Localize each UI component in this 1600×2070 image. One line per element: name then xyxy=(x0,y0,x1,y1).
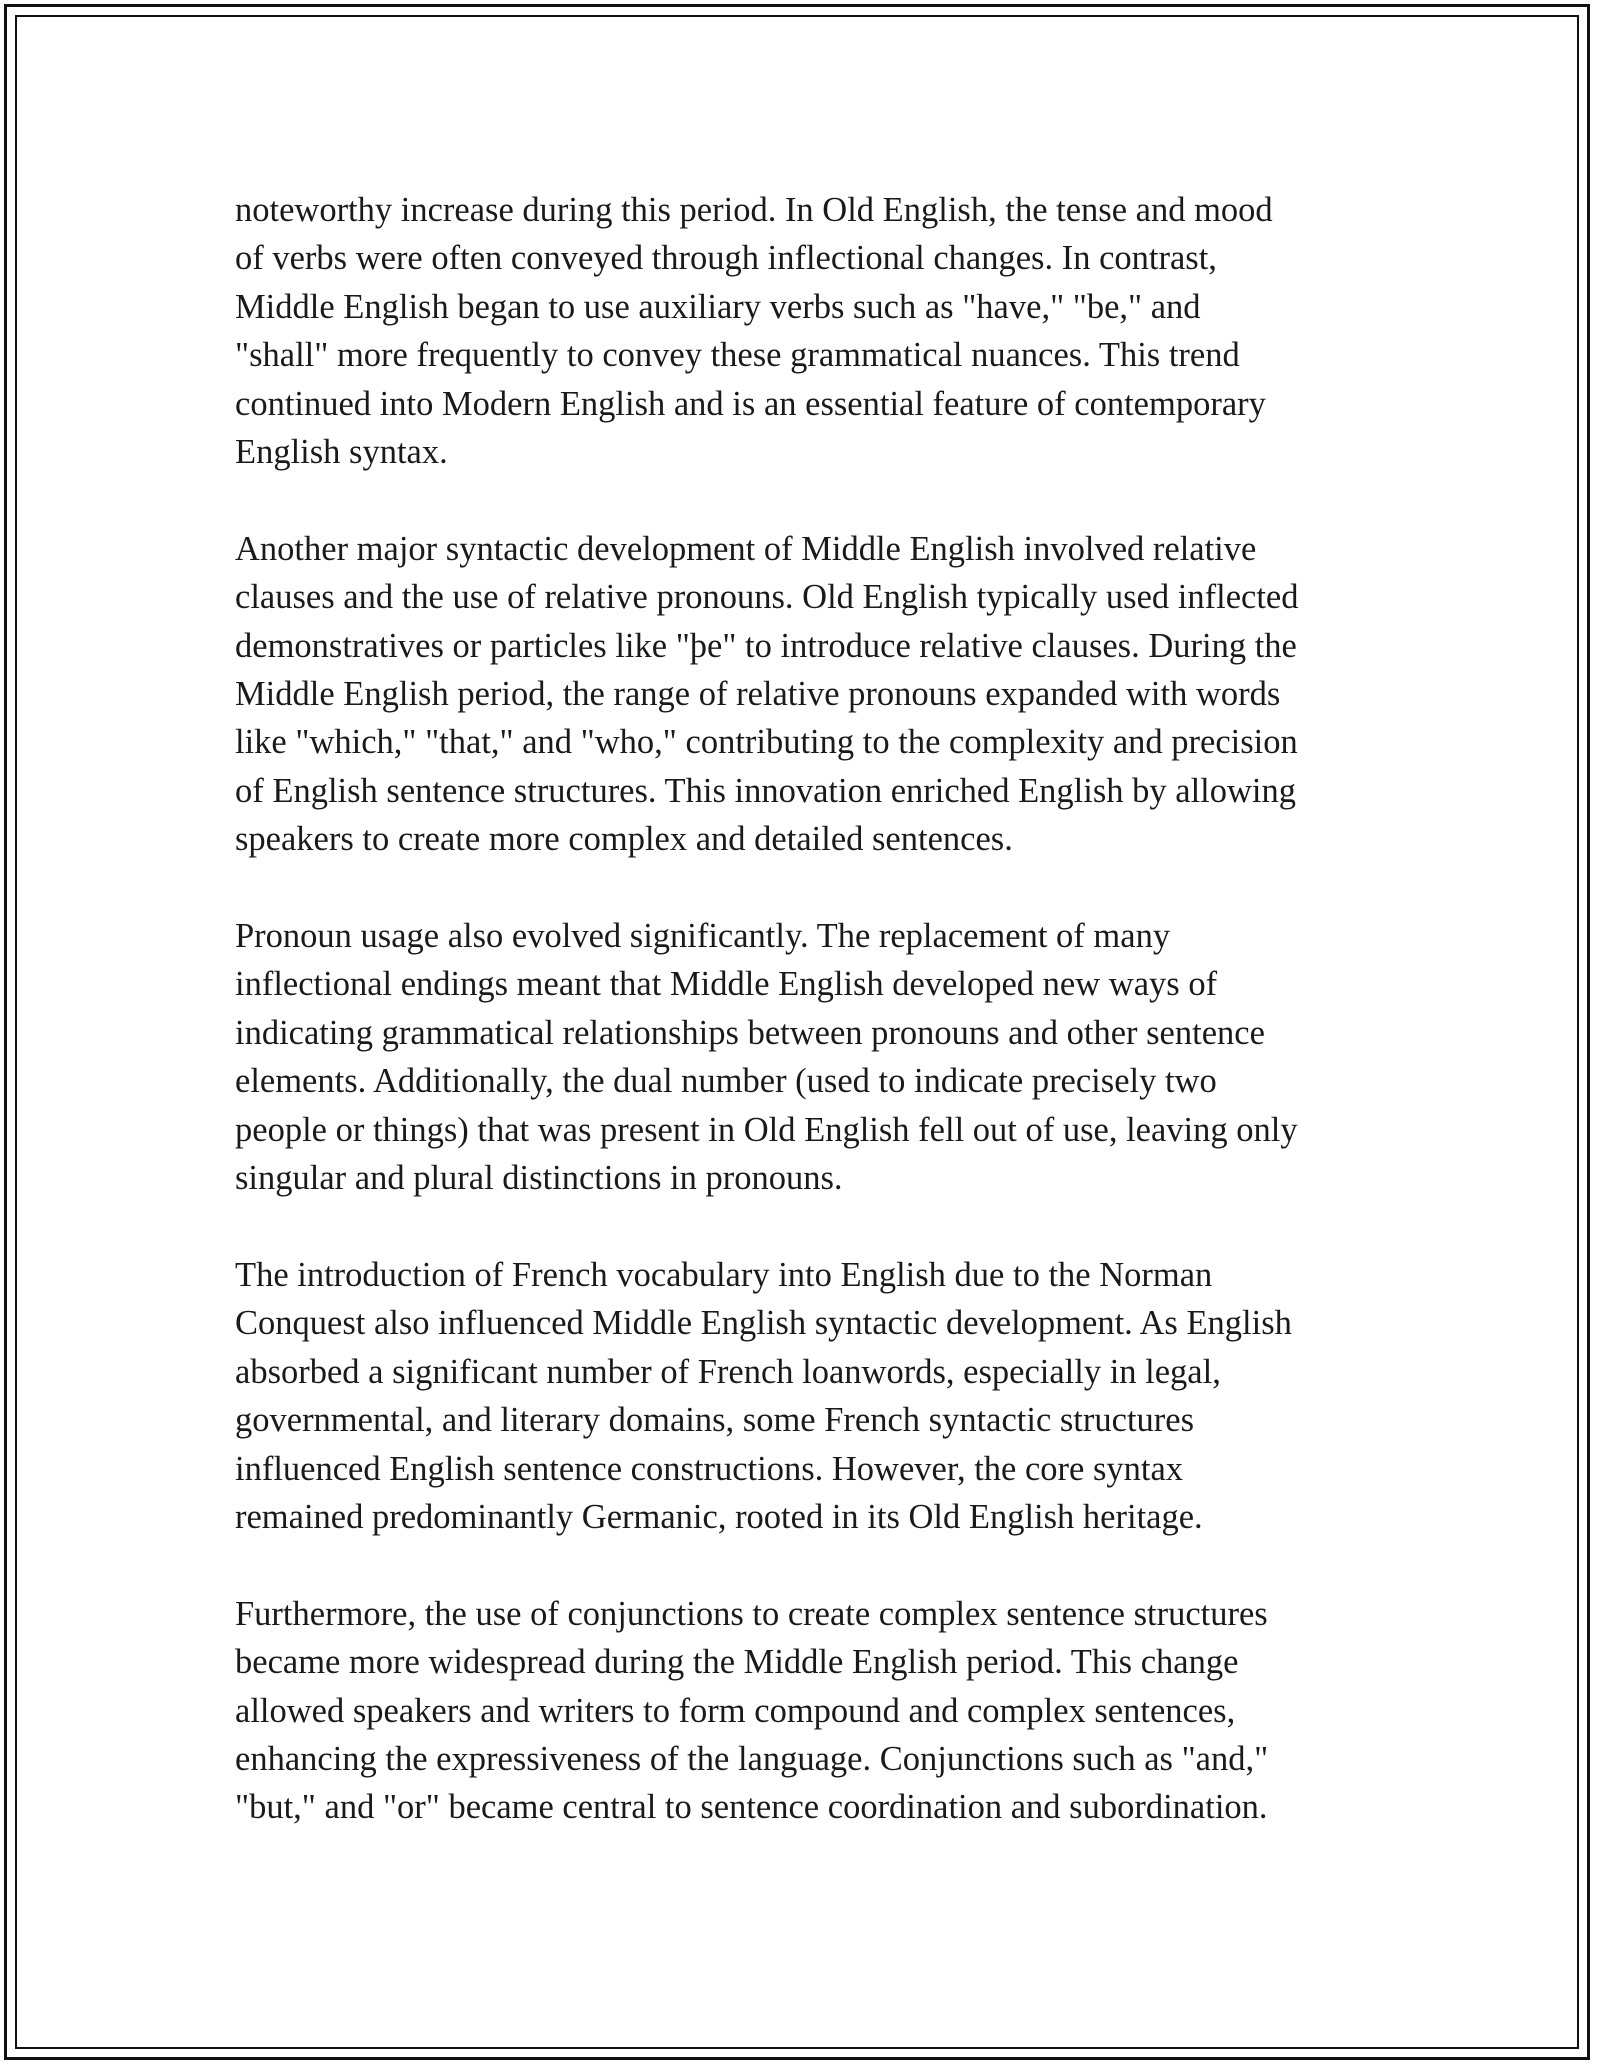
paragraph-pronouns: Pronoun usage also evolved significantly. The replacement of many inflectional endings meant that Middle English developed new ways of indicating grammatical relationships between pronouns and other sentence elements. Additionally, the dual number (used to indicate precisely two people or things) that was present in Old English fell out of use, leaving only singular and plural distinctions in pronouns. xyxy=(235,917,1298,1198)
paragraph-relative-clauses: Another major syntactic development of Middle English involved relative clauses and the use of relative pronouns. Old English typically used inflected demonstratives or particles like "þe" to introduce relative clauses. During the Middle English period, the range of relative pronouns expanded with words like "which," "that," and "who," contributing to the complexity and precision of English sentence structures. This innovation enriched English by allowing speakers to create more complex and detailed sentences. xyxy=(235,529,1299,859)
paragraph-conjunctions: Furthermore, the use of conjunctions to create complex sentence structures became more widespread during the Middle English period. This change allowed speakers and writers to form compound and complex sentences, enhancing the expressiveness of the language. Conjunctions such as "and," "but," and "or" became central to sentence coordination and subordination. xyxy=(235,1594,1269,1827)
document-body xyxy=(235,186,1375,1832)
paragraph-verbs: noteworthy increase during this period. In Old English, the tense and mood of verbs were often conveyed through inflectional changes. In contrast, Middle English began to use auxiliary verbs such as "have," "be," and "shall" more frequently to convey these grammatical nuances. This trend continued into Modern English and is an essential feature of contemporary English syntax. xyxy=(235,191,1273,472)
paragraph-french-influence: The introduction of French vocabulary into English due to the Norman Conquest also influenced Middle English syntactic development. As English absorbed a significant number of French loanwords, especially in legal, governmental, and literary domains, some French syntactic structures influenced English sentence constructions. However, the core syntax remained predominantly Germanic, rooted in its Old English heritage. xyxy=(235,1255,1292,1536)
